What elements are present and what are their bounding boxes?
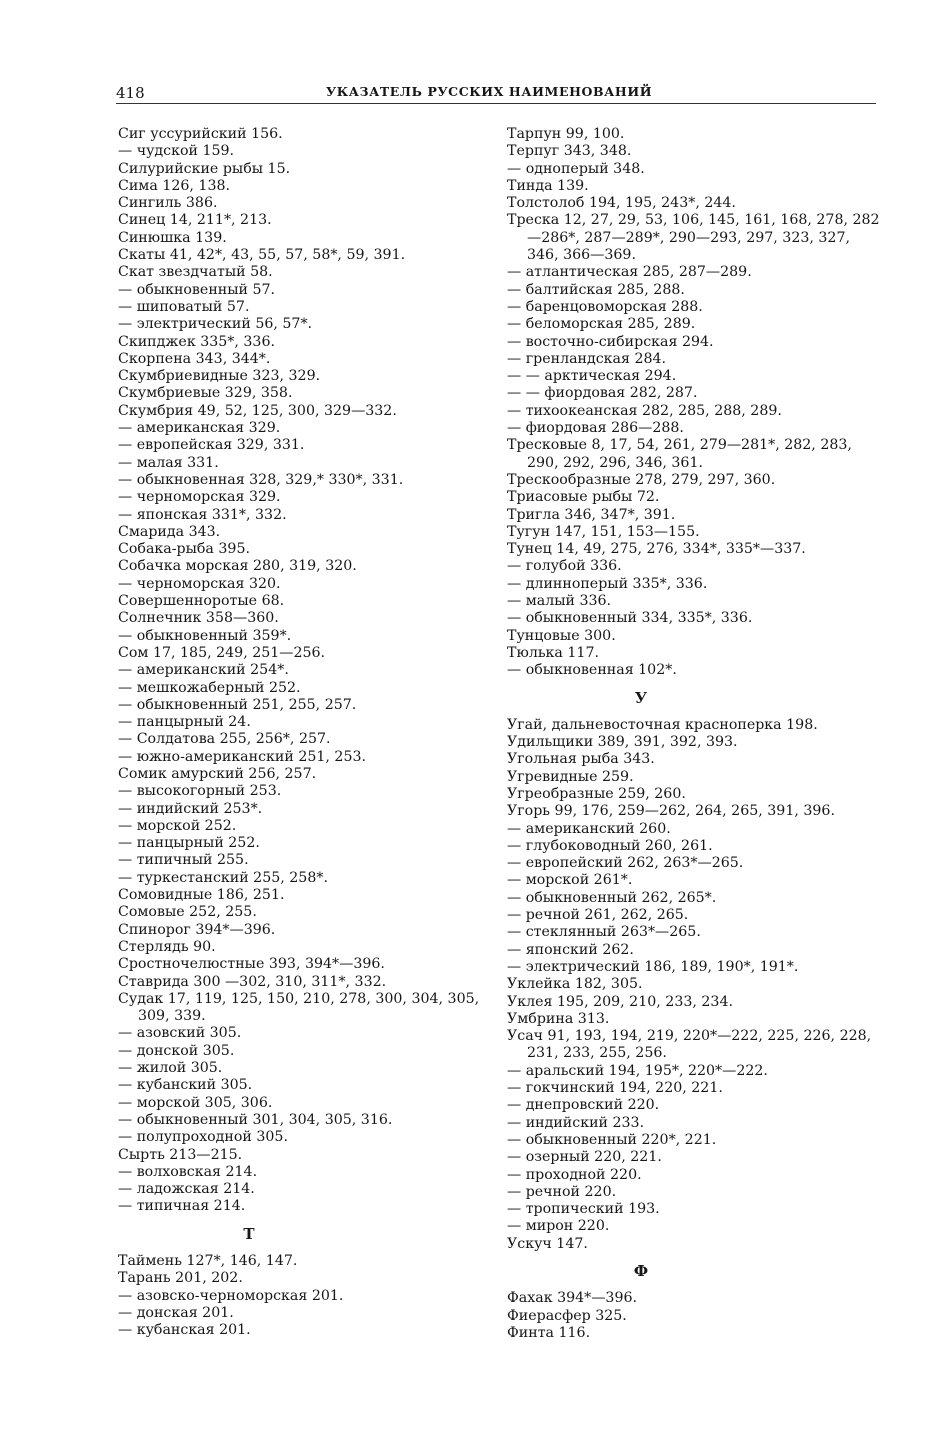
left-entries-s <box>118 126 490 1216</box>
index-entry: — высокогорный 253. <box>118 783 282 800</box>
index-entry: Фахак 394*—396. <box>507 1290 638 1307</box>
index-entry: — американский 254*. <box>118 662 289 679</box>
left-entries-t <box>118 1253 490 1339</box>
index-entry: — малая 331. <box>118 454 219 471</box>
index-entry: Сингиль 386. <box>118 195 218 212</box>
index-entry: — азовско-черноморская 201. <box>118 1287 344 1304</box>
index-entry: — панцырный 252. <box>118 835 260 852</box>
index-entry: Триасовые рыбы 72. <box>507 489 660 506</box>
index-entry: Стерлядь 90. <box>118 938 216 955</box>
index-entry: — гренландская 284. <box>507 350 667 367</box>
index-entry: — обыкновенный 334, 335*, 336. <box>507 610 753 627</box>
running-title: УКАЗАТЕЛЬ РУССКИХ НАИМЕНОВАНИЙ <box>326 84 653 99</box>
index-entry: — речной 261, 262, 265. <box>507 907 689 924</box>
index-entry: Солнечник 358—360. <box>118 610 279 627</box>
index-entry: Ставрида 300 —302, 310, 311*, 332. <box>118 973 387 990</box>
index-entry: — черноморская 320. <box>118 575 281 592</box>
index-entry: — обыкновенный 251, 255, 257. <box>118 696 357 713</box>
index-entry: — обыкновенный 359*. <box>118 627 292 644</box>
index-entry: — балтийская 285, 288. <box>507 281 685 298</box>
index-entry: — электрический 186, 189, 190*, 191*. <box>507 958 799 975</box>
index-entry: — азовский 305. <box>118 1025 242 1042</box>
index-entry: Скумбриевидные 323, 329. <box>118 368 321 385</box>
spacer <box>118 1243 490 1253</box>
index-entry: Тинда 139. <box>507 177 589 194</box>
index-entry: Тригла 346, 347*, 391. <box>507 506 676 523</box>
right-entries-u <box>507 717 885 1253</box>
index-entry: — — фиордовая 282, 287. <box>507 385 698 402</box>
index-entry: Таймень 127*, 146, 147. <box>118 1253 298 1269</box>
index-entry: Скорпена 343, 344*. <box>118 350 271 367</box>
index-entry: Фиерасфер 325. <box>507 1307 627 1324</box>
index-entry: — японская 331*, 332. <box>118 506 287 523</box>
header-rule <box>116 103 876 104</box>
spacer <box>507 1253 885 1263</box>
index-entry: Спинорог 394*—396. <box>118 921 276 938</box>
index-entry: — туркестанский 255, 258*. <box>118 869 328 886</box>
index-entry: — днепровский 220. <box>507 1097 660 1114</box>
index-entry: — японский 262. <box>507 941 634 958</box>
index-entry: Тарань 201, 202. <box>118 1270 243 1287</box>
index-entry: Смарида 343. <box>118 523 221 540</box>
spacer <box>507 680 885 690</box>
index-entry: — европейская 329, 331. <box>118 437 305 454</box>
left-column <box>118 126 490 1339</box>
index-entry: Собака-рыба 395. <box>118 541 250 558</box>
index-entry: Сырть 213—215. <box>118 1146 243 1163</box>
index-entry: — восточно-сибирская 294. <box>507 333 714 350</box>
index-entry: Скумбрия 49, 52, 125, 300, 329—332. <box>118 402 397 419</box>
index-entry: — малый 336. <box>507 593 612 610</box>
index-entry: Умбрина 313. <box>507 1010 610 1027</box>
index-entry: — Солдатова 255, 256*, 257. <box>118 731 331 748</box>
index-entry: Сом 17, 185, 249, 251—256. <box>118 644 326 661</box>
index-entry: Тунцовые 300. <box>507 627 616 644</box>
index-entry: — американский 260. <box>507 820 671 837</box>
index-entry: Синюшка 139. <box>118 229 227 246</box>
index-entry: Сиг уссурийский 156. <box>118 126 283 142</box>
index-entry: Терпуг 343, 348. <box>507 143 632 160</box>
index-entry: Скумбриевые 329, 358. <box>118 385 293 402</box>
index-entry: — речной 220. <box>507 1183 617 1200</box>
index-entry: Уклея 195, 209, 210, 233, 234. <box>507 993 733 1010</box>
index-entry: — электрический 56, 57*. <box>118 316 313 333</box>
right-entries-t <box>507 126 885 680</box>
index-entry: Тунец 14, 49, 275, 276, 334*, 335*—337. <box>507 541 806 558</box>
page-header <box>116 80 876 104</box>
section-letter-u: У <box>634 688 648 707</box>
index-entry: — мирон 220. <box>507 1218 610 1235</box>
index-entry: Сомовидные 186, 251. <box>118 887 285 904</box>
index-entry: — обыкновенная 102*. <box>507 662 677 679</box>
index-entry: Сростночелюстные 393, 394*—396. <box>118 956 385 973</box>
index-entry: Удильщики 389, 391, 392, 393. <box>507 734 738 751</box>
index-entry: — донской 305. <box>118 1042 235 1059</box>
index-entry: — американская 329. <box>118 420 281 437</box>
index-entry: — морской 305, 306. <box>118 1094 273 1111</box>
index-entry: Тюлька 117. <box>507 644 599 661</box>
index-entry: Усач 91, 193, 194, 219, 220*—222, 225, 226, 228, 231, 233, 255, 256. <box>507 1028 876 1062</box>
index-entry: — гокчинский 194, 220, 221. <box>507 1080 723 1097</box>
index-entry: — черноморская 329. <box>118 489 281 506</box>
index-entry: Скат звездчатый 58. <box>118 264 273 281</box>
index-entry: Угреобразные 259, 260. <box>507 785 686 802</box>
index-entry: — шиповатый 57. <box>118 298 250 315</box>
index-entry: — панцырный 24. <box>118 714 251 731</box>
index-entry: — кубанский 305. <box>118 1077 253 1094</box>
index-entry: Толстолоб 194, 195, 243*, 244. <box>507 195 736 212</box>
index-entry: — глубоководный 260, 261. <box>507 837 713 854</box>
index-entry: — озерный 220, 221. <box>507 1149 662 1166</box>
index-entry: — беломорская 285, 289. <box>507 316 696 333</box>
index-entry: — — арктическая 294. <box>507 368 677 385</box>
index-entry: Судак 17, 119, 125, 150, 210, 278, 300, 304, 305, 309, 339. <box>118 990 484 1025</box>
index-entry: — обыкновенный 262, 265*. <box>507 889 717 906</box>
index-entry: — донская 201. <box>118 1304 234 1321</box>
index-entry: — фиордовая 286—288. <box>507 420 684 437</box>
index-entry: Сомовые 252, 255. <box>118 904 257 921</box>
index-entry: Тресковые 8, 17, 54, 261, 279—281*, 282, 283, 290, 292, 296, 346, 361. <box>507 437 857 471</box>
index-entry: Совершенноротые 68. <box>118 593 285 610</box>
index-entry: — кубанская 201. <box>118 1322 251 1339</box>
index-entry: — обыкновенный 301, 304, 305, 316. <box>118 1111 393 1128</box>
right-column <box>507 126 885 1342</box>
index-entry: — жилой 305. <box>118 1060 223 1077</box>
index-entry: — аральский 194, 195*, 220*—222. <box>507 1062 768 1079</box>
index-entry: — стеклянный 263*—265. <box>507 924 701 941</box>
index-entry: — волховская 214. <box>118 1163 258 1180</box>
index-entry: — морской 252. <box>118 817 237 834</box>
index-entry: Финта 116. <box>507 1324 591 1341</box>
index-entry: Синец 14, 211*, 213. <box>118 212 272 229</box>
index-entry: — ладожская 214. <box>118 1181 255 1198</box>
index-entry: — полупроходной 305. <box>118 1129 288 1146</box>
index-entry: — атлантическая 285, 287—289. <box>507 264 752 281</box>
index-entry: — голубой 336. <box>507 558 622 575</box>
index-entry: — морской 261*. <box>507 872 633 889</box>
index-entry: — типичный 255. <box>118 852 249 869</box>
index-entry: Угорь 99, 176, 259—262, 264, 265, 391, 396. <box>507 803 835 820</box>
index-entry: Силурийские рыбы 15. <box>118 160 291 177</box>
index-entry: Тугун 147, 151, 153—155. <box>507 523 700 540</box>
index-entry: Уклейка 182, 305. <box>507 976 643 993</box>
section-letter-f: Ф <box>633 1262 649 1280</box>
index-entry: — длинноперый 335*, 336. <box>507 575 708 592</box>
index-entry: — южно-американский 251, 253. <box>118 748 367 765</box>
index-entry: — европейский 262, 263*—265. <box>507 855 744 872</box>
index-entry: — одноперый 348. <box>507 160 645 177</box>
index-entry: Скаты 41, 42*, 43, 55, 57, 58*, 59, 391. <box>118 247 406 264</box>
index-entry: Угай, дальневосточная красноперка 198. <box>507 716 818 733</box>
index-entry: — индийский 253*. <box>118 800 263 817</box>
index-entry: — типичная 214. <box>118 1198 246 1215</box>
index-entry: — индийский 233. <box>507 1114 645 1131</box>
section-letter-t: Т <box>243 1224 255 1243</box>
index-entry: Сомик амурский 256, 257. <box>118 765 317 782</box>
index-entry: — мешкожаберный 252. <box>118 679 301 696</box>
index-entry: — обыкновенный 57. <box>118 281 276 298</box>
index-entry: — обыкновенный 220*, 221. <box>507 1131 717 1148</box>
index-entry: Собачка морская 280, 319, 320. <box>118 558 357 575</box>
index-entry: Скипджек 335*, 336. <box>118 333 275 350</box>
index-entry: — обыкновенная 328, 329,* 330*, 331. <box>118 471 404 488</box>
index-entry: — тропический 193. <box>507 1201 660 1218</box>
index-entry: Сима 126, 138. <box>118 177 231 194</box>
index-entry: Треска 12, 27, 29, 53, 106, 145, 161, 168, 278, 282—286*, 287—289*, 290—293, 297, 323, 327, 346, 366—369. <box>507 212 880 264</box>
right-entries-f <box>507 1290 885 1342</box>
spacer <box>507 1280 885 1290</box>
index-entry: — проходной 220. <box>507 1166 642 1183</box>
page-number: 418 <box>116 84 145 102</box>
spacer <box>118 1216 490 1226</box>
index-entry: — баренцовоморская 288. <box>507 298 703 315</box>
spacer <box>507 707 885 717</box>
index-entry: Тарпун 99, 100. <box>507 126 625 142</box>
index-entry: Ускуч 147. <box>507 1235 588 1252</box>
index-entry: — чудской 159. <box>118 143 235 160</box>
index-entry: Угревидные 259. <box>507 768 634 785</box>
index-entry: Угольная рыба 343. <box>507 751 655 768</box>
index-entry: Трескообразные 278, 279, 297, 360. <box>507 471 776 488</box>
index-entry: — тихоокеанская 282, 285, 288, 289. <box>507 402 782 419</box>
